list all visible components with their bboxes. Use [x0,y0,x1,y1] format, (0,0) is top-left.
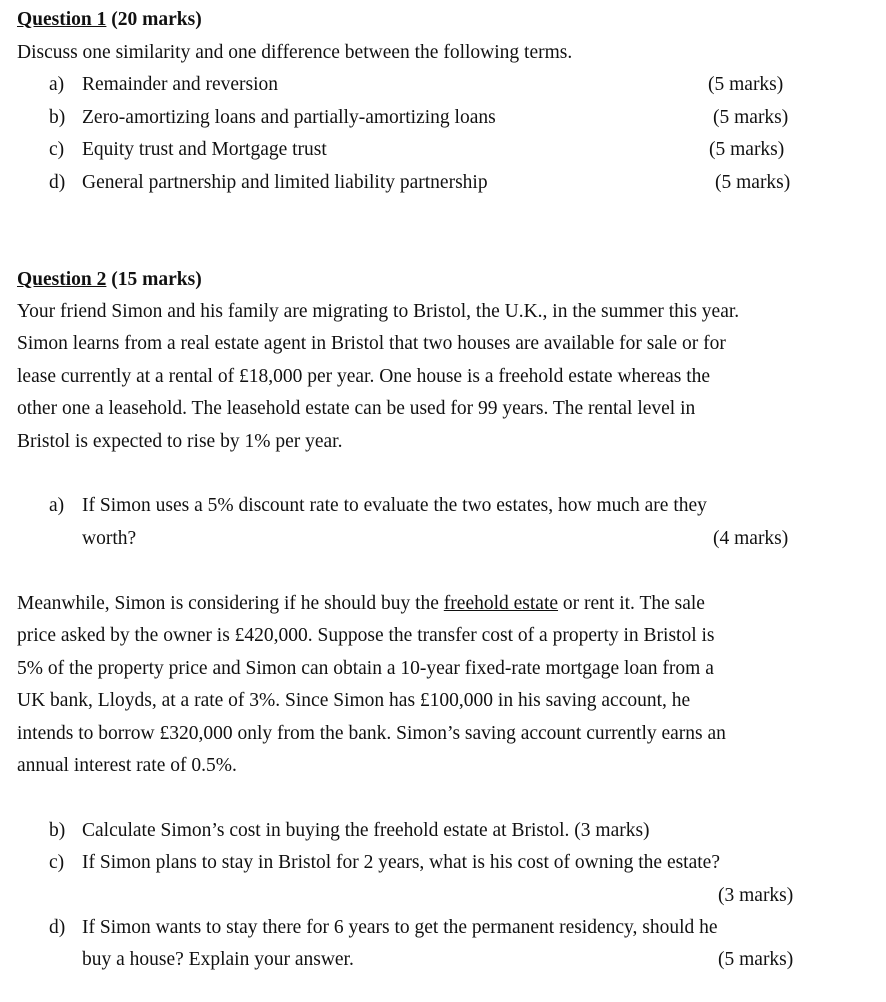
part-marks: (4 marks) [713,528,789,549]
paragraph-line: lease currently at a rental of £18,000 per year. One house is a freehold estate whereas the [17,366,711,387]
part-label: d) [49,917,66,938]
item-text: Equity trust and Mortgage trust [82,139,327,160]
part-label: a) [49,495,65,516]
part-text-line: buy a house? Explain your answer. [82,949,354,970]
text-segment: or rent it. The sale [558,593,705,614]
text-segment: Meanwhile, Simon is considering if he should buy the [17,593,444,614]
item-marks: (5 marks) [715,172,791,193]
paragraph-line: intends to borrow £320,000 only from the bank. Simon’s saving account currently earns an [17,723,726,744]
part-text-line: If Simon wants to stay there for 6 years to get the permanent residency, should he [82,917,718,938]
part-text-line: worth? [82,528,137,549]
freehold-estate-underlined: freehold estate [443,593,559,614]
item-marks: (5 marks) [713,107,789,128]
item-text: Remainder and reversion [82,74,279,95]
part-marks: (5 marks) [718,949,794,970]
paragraph-line: Bristol is expected to rise by 1% per year. [17,431,343,452]
item-label: c) [49,139,65,160]
question-1-intro: Discuss one similarity and one difference between the following terms. [17,42,573,63]
paragraph-line: price asked by the owner is £420,000. Suppose the transfer cost of a property in Bristol is [17,625,715,646]
part-label: b) [49,820,66,841]
paragraph-line: Your friend Simon and his family are migrating to Bristol, the U.K., in the summer this year. [17,301,740,322]
item-text: General partnership and limited liability partnership [82,172,488,193]
paragraph-line: Simon learns from a real estate agent in Bristol that two houses are available for sale or for [17,333,726,354]
paragraph-line: annual interest rate of 0.5%. [17,755,237,776]
paragraph-line: UK bank, Lloyds, at a rate of 3%. Since Simon has £100,000 in his saving account, he [17,690,691,711]
item-marks: (5 marks) [709,139,785,160]
part-text-line: If Simon plans to stay in Bristol for 2 years, what is his cost of owning the estate? [82,852,720,873]
item-label: b) [49,107,66,128]
question-1-title: Question 1 [17,9,107,30]
part-text-line: Calculate Simon’s cost in buying the freehold estate at Bristol. (3 marks) [82,820,650,841]
paragraph-line: 5% of the property price and Simon can obtain a 10-year fixed-rate mortgage loan from a [17,658,714,679]
item-marks: (5 marks) [708,74,784,95]
part-marks: (3 marks) [718,885,794,906]
paragraph-line: other one a leasehold. The leasehold estate can be used for 99 years. The rental level in [17,398,696,419]
question-1-marks: (20 marks) [106,9,202,30]
item-text: Zero-amortizing loans and partially-amortizing loans [82,107,496,128]
question-2-title: Question 2 [17,269,107,290]
item-label: a) [49,74,65,95]
question-2-marks: (15 marks) [106,269,202,290]
question-2-heading [17,268,202,292]
question-1-heading [17,8,202,32]
part-text-line: If Simon uses a 5% discount rate to evaluate the two estates, how much are they [82,495,707,516]
paragraph-line [17,592,705,616]
part-label: c) [49,852,65,873]
item-label: d) [49,172,66,193]
